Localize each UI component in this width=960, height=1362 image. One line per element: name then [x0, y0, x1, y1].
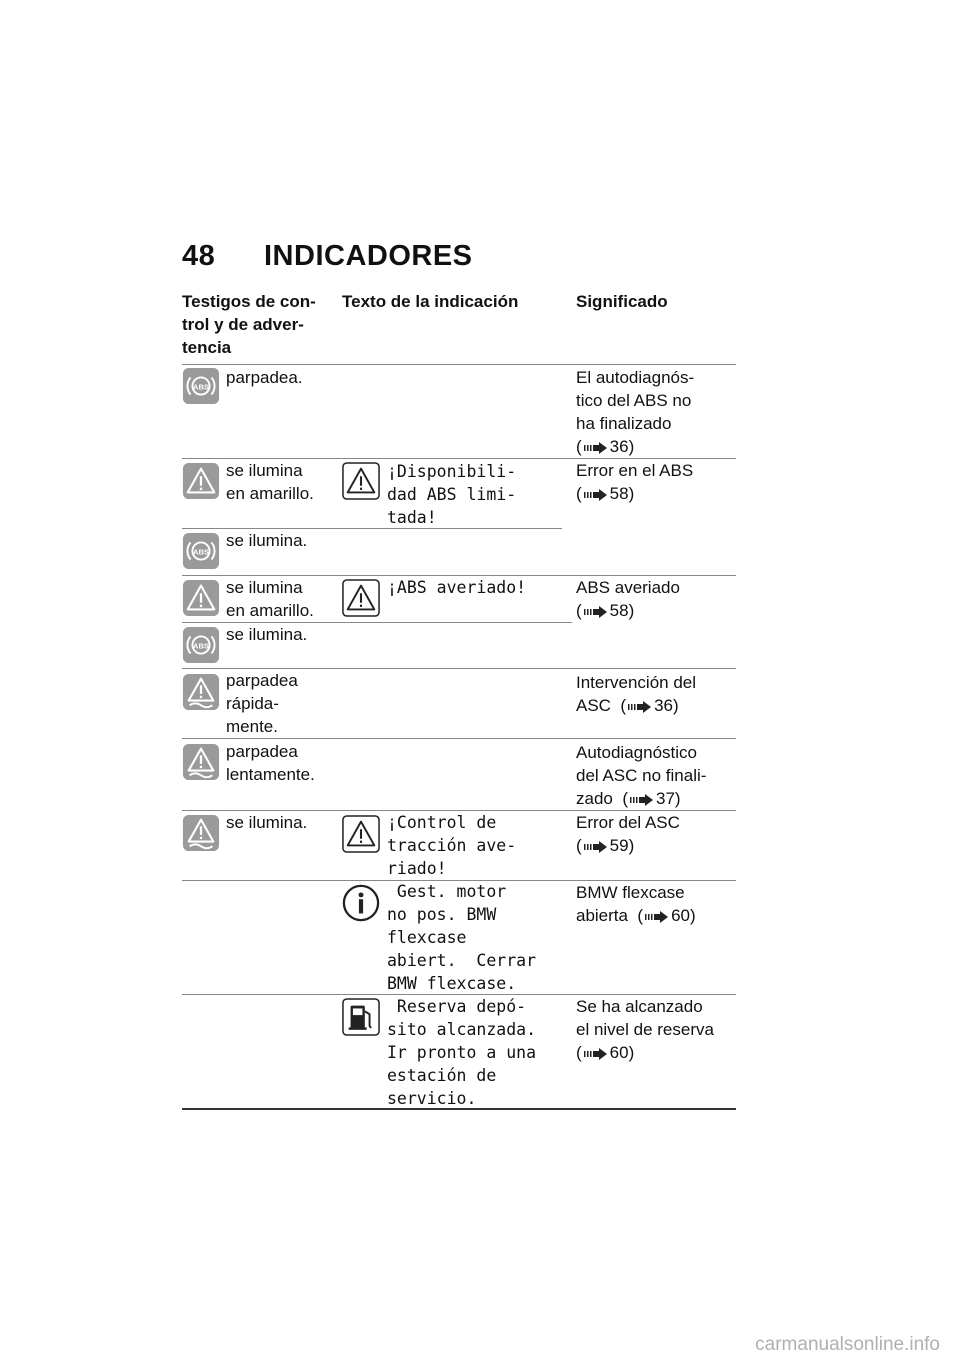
reference-arrow-icon — [630, 794, 654, 806]
row9-ref: 60) — [671, 906, 696, 925]
row2-display-text: ¡Disponibili- dad ABS limi- tada! — [387, 462, 517, 527]
header-indicator-lights: Testigos de con- trol y de adver- tencia — [182, 292, 316, 357]
row2-state: se ilumina en amarillo. — [226, 461, 314, 503]
abs-icon — [182, 367, 220, 405]
header-display-text: Texto de la indicación — [342, 292, 519, 311]
row6-meaning-text: Intervención del ASC — [576, 673, 697, 715]
row9-display-text: Gest. motor no pos. BMW flexcase abiert. Cerrar BMW flexcase. — [387, 882, 537, 993]
warning-triangle-icon — [182, 579, 220, 617]
reference-arrow-icon — [645, 911, 669, 923]
row2-meaning-text: Error en el ABS — [576, 461, 694, 480]
asc-icon — [182, 673, 220, 711]
row2-ref: 58) — [609, 484, 635, 503]
row10-ref: 60) — [609, 1043, 635, 1062]
asc-icon — [182, 814, 220, 852]
row4-display-text: ¡ABS averiado! — [387, 578, 527, 597]
section-title: INDICADORES — [264, 240, 473, 272]
row10-display-text: Reserva depó- sito alcanzada. Ir pronto a una estación de servicio. — [387, 997, 537, 1108]
row4-meaning: ABS averiado ( 58) — [576, 578, 680, 620]
row6-meaning: Intervención del ASC ( 36) — [576, 673, 697, 715]
row6-state: parpadea rápida- mente. — [226, 671, 298, 736]
reference-arrow-icon — [628, 701, 652, 713]
row9-meaning-text: BMW flexcase abierta — [576, 883, 685, 925]
watermark: carmanualsonline.info — [755, 1334, 940, 1355]
asc-icon — [182, 743, 220, 781]
reference-arrow-icon — [584, 489, 608, 501]
page-title — [182, 240, 473, 273]
reference-arrow-icon — [584, 841, 608, 853]
row7-ref: 37) — [655, 789, 681, 808]
info-icon — [342, 884, 380, 922]
row8-meaning-text: Error del ASC — [576, 813, 680, 832]
row7-meaning-text: Autodiagnóstico del ASC no finali- zado — [576, 743, 707, 808]
row6-ref: 36) — [654, 696, 679, 715]
row8-meaning: Error del ASC ( 59) — [576, 813, 680, 855]
warning-triangle-icon — [182, 462, 220, 500]
header-meaning: Significado — [576, 292, 668, 311]
abs-icon — [182, 626, 220, 664]
reference-arrow-icon — [584, 1048, 608, 1060]
row8-display-text: ¡Control de tracción ave- riado! — [387, 813, 517, 878]
row8-state: se ilumina. — [226, 813, 308, 832]
row8-ref: 59) — [609, 836, 635, 855]
fuel-pump-icon — [342, 998, 380, 1036]
table-divider — [182, 738, 736, 739]
row1-meaning-text: El autodiagnós- tico del ABS no ha finalizado — [576, 368, 695, 433]
row7-state: parpadea lentamente. — [226, 742, 315, 784]
warning-triangle-icon — [342, 462, 380, 500]
row10-meaning-text: Se ha alcanzado el nivel de reserva — [576, 997, 714, 1039]
reference-arrow-icon — [584, 606, 608, 618]
warning-triangle-icon — [342, 815, 380, 853]
row4-state: se ilumina en amarillo. — [226, 578, 314, 620]
row9-meaning: BMW flexcase abierta ( 60) — [576, 883, 696, 925]
row1-ref: 36) — [609, 437, 635, 456]
warning-triangle-icon — [342, 579, 380, 617]
row5-state: se ilumina. — [226, 625, 308, 644]
row4-ref: 58) — [609, 601, 635, 620]
page-number: 48 — [182, 240, 216, 272]
row1-state: parpadea. — [226, 368, 303, 387]
row4-meaning-text: ABS averiado — [576, 578, 680, 597]
row3-state: se ilumina. — [226, 531, 308, 550]
row1-meaning: El autodiagnós- tico del ABS no ha finalizado ( 36) — [576, 368, 695, 456]
reference-arrow-icon — [584, 442, 608, 454]
abs-icon — [182, 532, 220, 570]
row2-meaning: Error en el ABS ( 58) — [576, 461, 694, 503]
row10-meaning: Se ha alcanzado el nivel de reserva ( 60) — [576, 997, 714, 1062]
row7-meaning: Autodiagnóstico del ASC no finali- zado ( 37) — [576, 743, 707, 808]
table-divider — [182, 364, 736, 365]
